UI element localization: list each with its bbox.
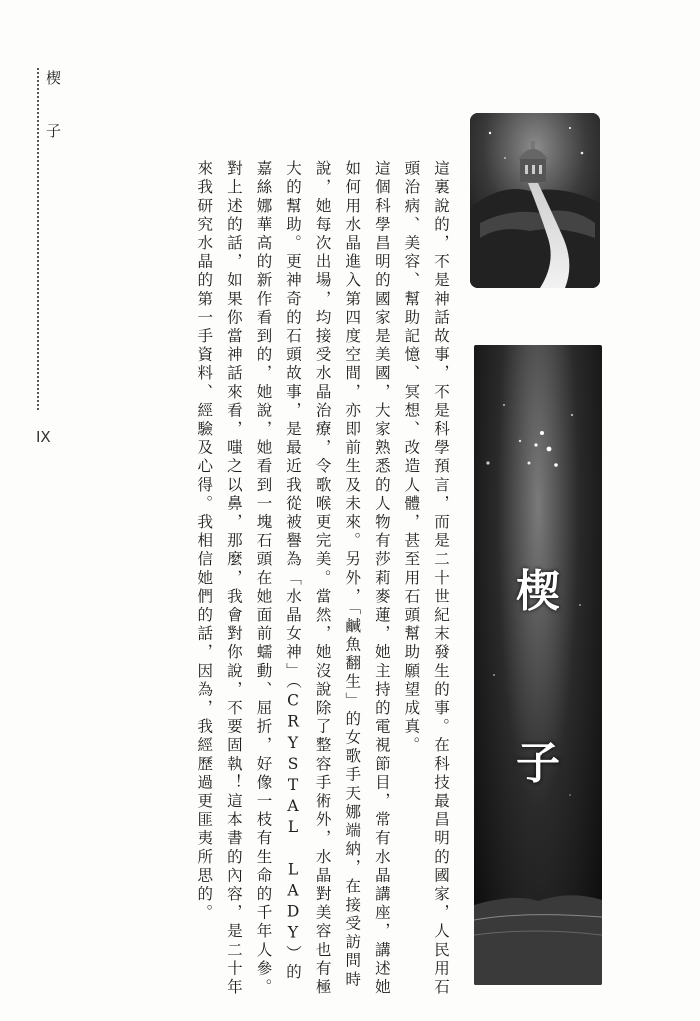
paragraph-3: 對上述的話，如果你當神話來看，嗤之以鼻，那麼，我會對你說，不要固執！這本書的內容，是二十年來我研究水晶的第一手資料、經驗及心得。我相信她們的話，因為，我經歷過更匪夷所思的。: [195, 160, 243, 997]
night-castle-image: [470, 113, 600, 288]
page-number: IX: [36, 428, 51, 446]
paragraph-2: 這個科學昌明的國家是美國，大家熟悉的人物有莎莉麥蓮，她主持的電視節目，常有水晶講座，講述她如何用水晶進入第四度空間，亦即前生及未來。另外，「鹹魚翻生」的女歌手天娜端納，在接受訪問時說，她每次出場，均接受水晶治療，令歌喉更完美。當然，她沒說除了整容手術外，水晶對美容也有極大的幫助。更神奇的石頭故事，是最近我從被譽為「水晶女神」（CRYSTAL LADY）的嘉絲娜華高的新作看到的，她說，她看到一塊石頭在她面前蠕動、屈折，好像一枝有生命的千年人參。: [254, 160, 391, 997]
running-head: 楔子: [44, 70, 62, 176]
title-char-1: 楔: [516, 566, 560, 617]
dotted-rule: [37, 68, 39, 410]
body-text: [189, 160, 455, 1000]
paragraph-1: 這裏說的，不是神話故事，不是科學預言，而是二十世紀末發生的事。在科技最昌明的國家，人民用石頭治病、美容、幫助記憶、冥想、改造人體，甚至用石頭幫助願望成真。: [402, 160, 450, 997]
title-char-2: 子: [516, 738, 560, 789]
starfield-decoration: [474, 345, 602, 985]
title-panel: [474, 345, 602, 985]
